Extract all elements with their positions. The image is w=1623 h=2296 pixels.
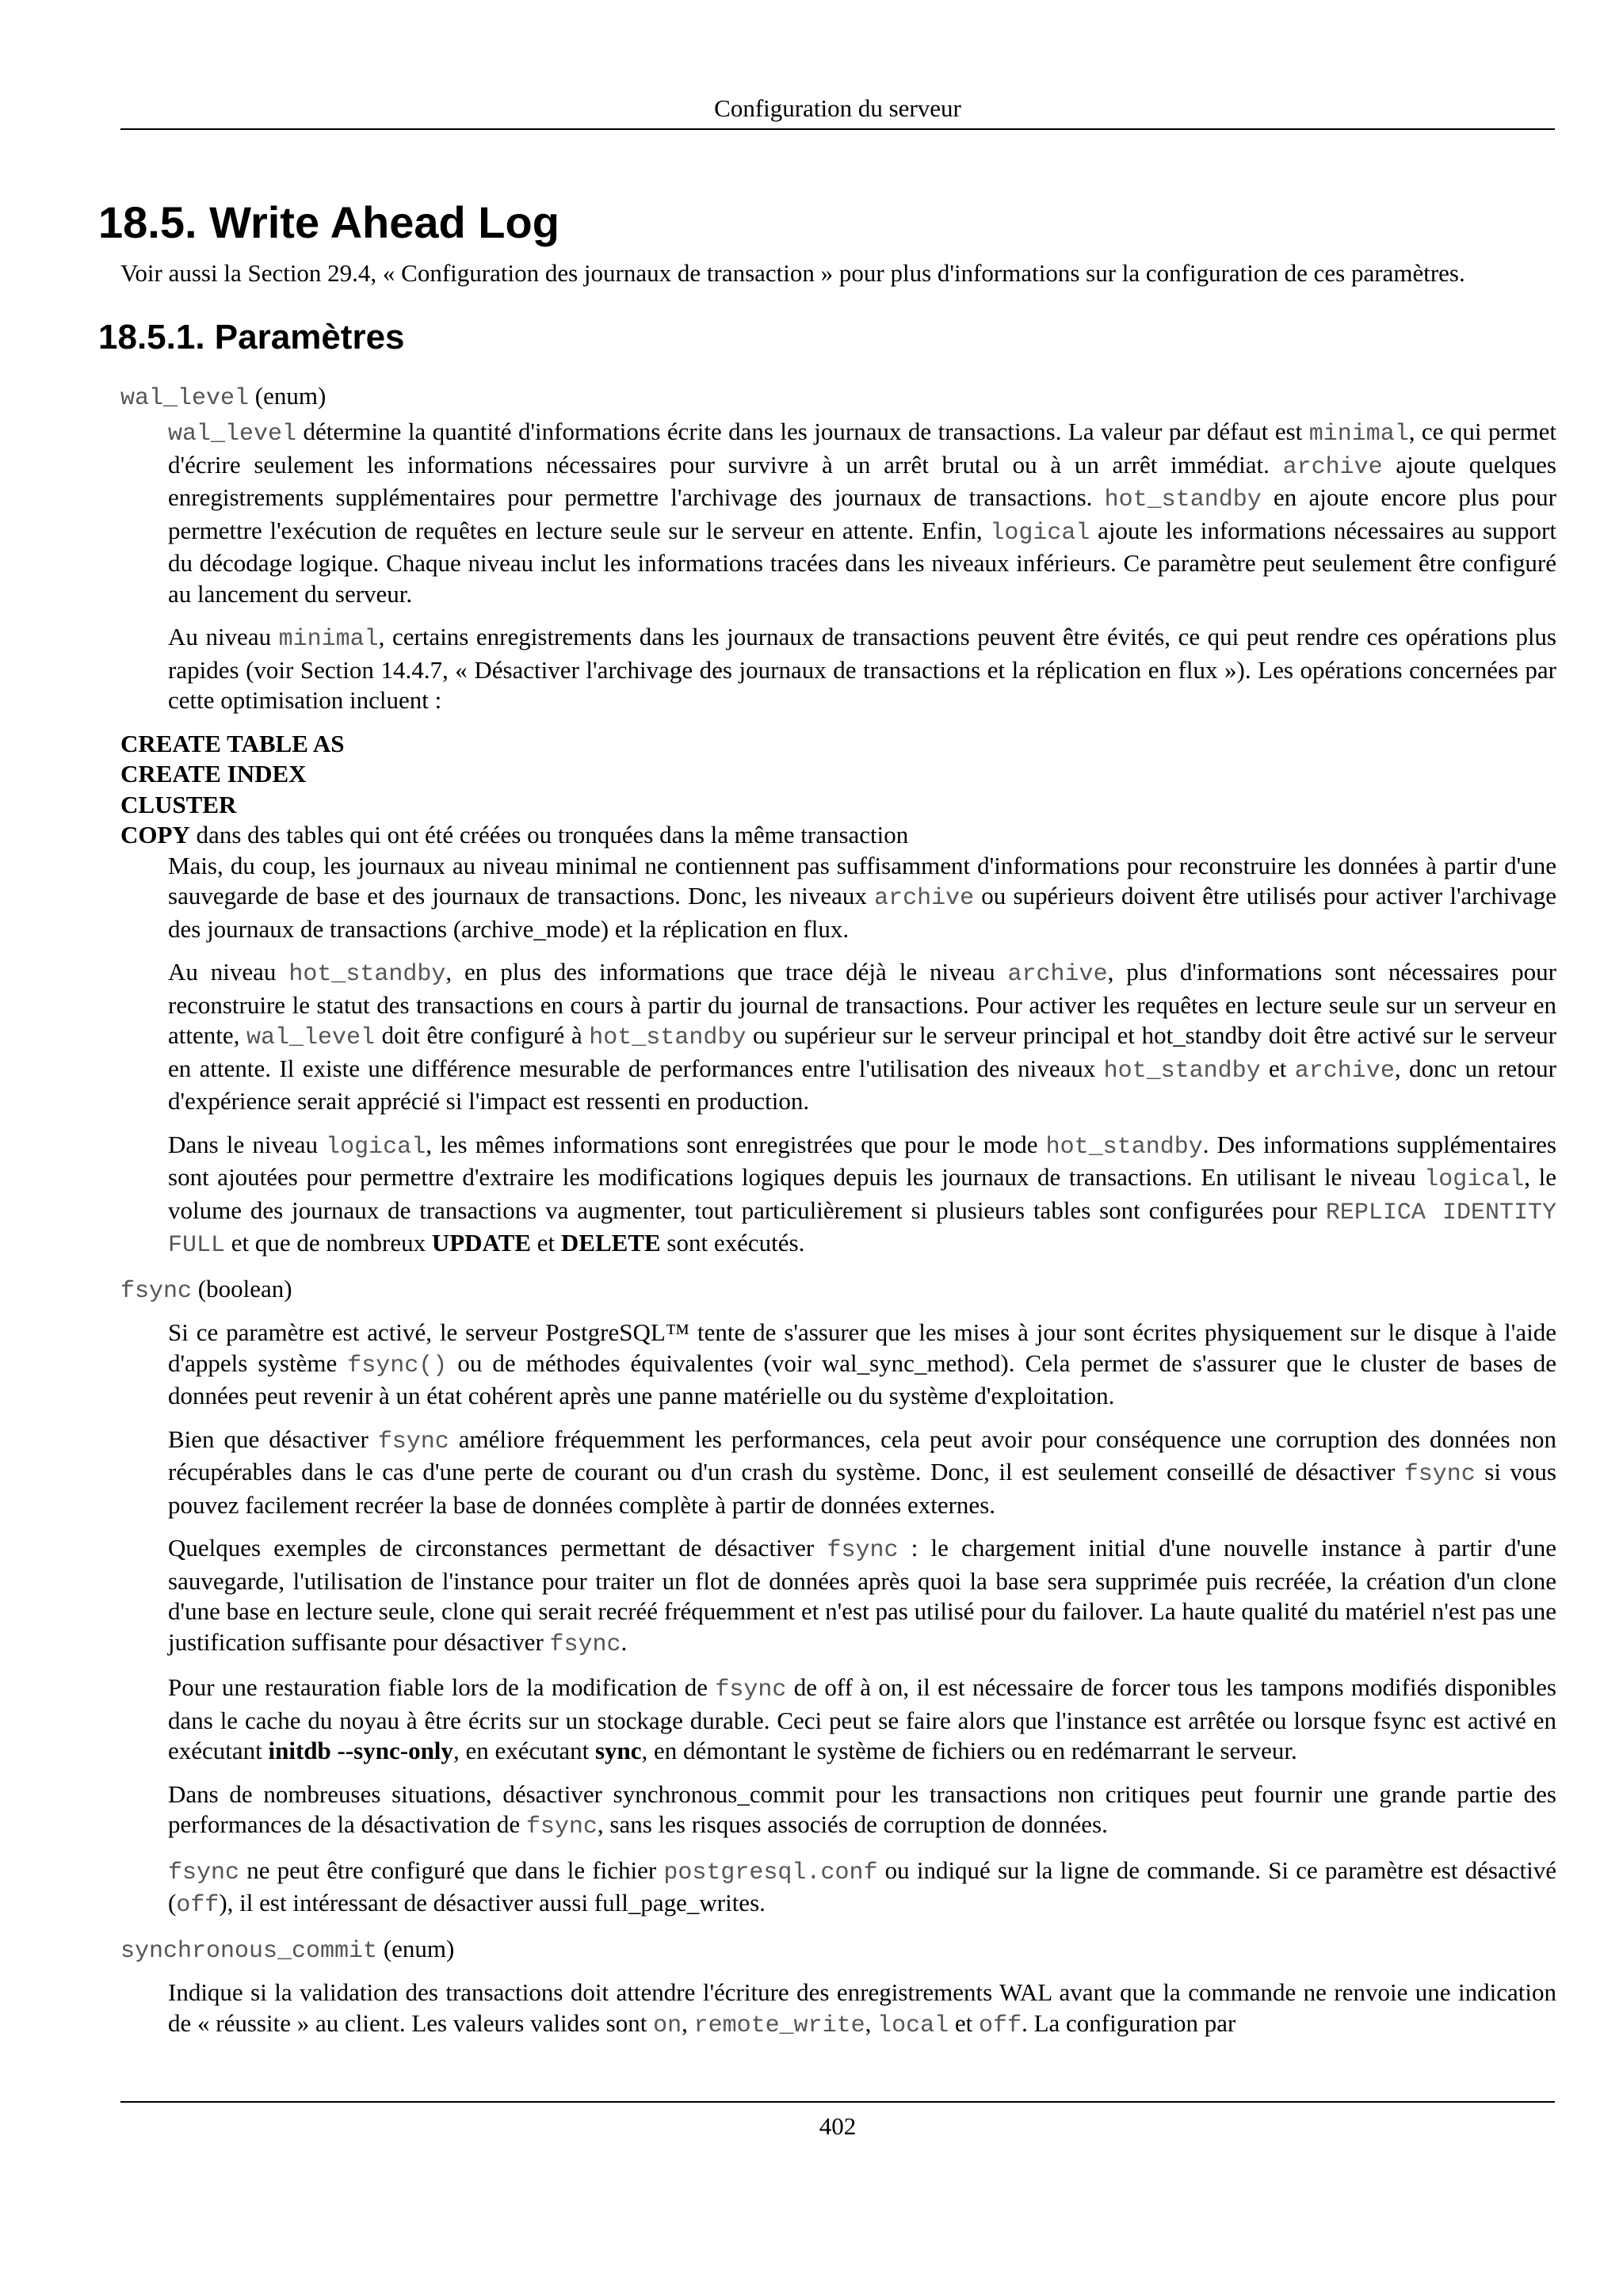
footer-rule	[120, 2101, 1555, 2103]
paragraph: Dans de nombreuses situations, désactiver synchronous_commit pour les transactions non critiques peut fournir une grande partie des performances de la désactivation de fsync, sans les risques associés de corruption de données.	[168, 1779, 1556, 1840]
paragraph: Pour une restauration fiable lors de la modification de fsync de off à on, il est nécessaire de forcer tous les tampons modifiés disponibles dans le cache du noyau à être écrits sur un stockage durable. Ceci peut se faire alors que l'instance est arrêtée ou lorsque fsync est activé en exécutant initdb --sync-only, en exécutant sync, en démontant le système de fichiers ou en redémarrant le serveur.	[168, 1673, 1556, 1764]
paragraph: Si ce paramètre est activé, le serveur PostgreSQL™ tente de s'assurer que les mises à jour sont écrites physiquement sur le disque à l'aide d'appels système fsync() ou de méthodes équivalentes (voir wal_sync_method). Cela permet de s'assurer que le cluster de bases de données peut revenir à un état cohérent après une panne matérielle ou du système d'exploitation.	[168, 1318, 1557, 1409]
operations-list	[120, 729, 1556, 851]
paragraph: Indique si la validation des transactions doit attendre l'écriture des enregistrements WAL avant que la commande ne renvoie une indication de « réussite » au client. Les valeurs valides sont on, remote_write, local et off. La configuration par	[168, 1978, 1556, 2039]
list-item: CREATE INDEX	[120, 760, 307, 788]
param-desc-synchronous-commit	[168, 1978, 1556, 2041]
param-term-synchronous-commit: synchronous_commit (enum)	[120, 1934, 455, 1965]
param-name: wal_level	[120, 384, 250, 412]
list-item: CLUSTER	[120, 790, 237, 818]
paragraph: Quelques exemples de circonstances permettant de désactiver fsync : le chargement initial d'une nouvelle instance à partir d'une sauvegarde, l'utilisation de l'instance pour traiter un flot de données après quoi la base sera supprimée puis recréée, la création d'un clone d'une base en lecture seule, clone qui serait recréé fréquemment et n'est pas utilisé pour du failover. La haute qualité du matériel n'est pas une justification suffisante pour désactiver fsync.	[168, 1534, 1556, 1658]
paragraph: Au niveau hot_standby, en plus des informations que trace déjà le niveau archive, plus d'informations sont nécessaires pour reconstruire le statut des transactions en cours à partir du journal de transactions. Pour activer les requêtes en lecture seule sur un serveur en attente, wal_level doit être configuré à hot_standby ou supérieur sur le serveur principal et hot_standby doit être activé sur le serveur en attente. Il existe une différence mesurable de performances entre l'utilisation des niveaux hot_standby et archive, donc un retour d'expérience serait apprécié si l'impact est ressenti en production.	[168, 958, 1557, 1115]
paragraph: wal_level détermine la quantité d'informations écrite dans les journaux de transactions. La valeur par défaut est minimal, ce qui permet d'écrire seulement les informations nécessaires pour survivre à un arrêt brutal ou à un arrêt immédiat. archive ajoute quelques enregistrements supplémentaires pour permettre l'archivage des journaux de transactions. hot_standby en ajoute encore plus pour permettre l'exécution de requêtes en lecture seule sur le serveur en attente. Enfin, logical ajoute les informations nécessaires au support du décodage logique. Chaque niveau inclut les informations tracées dans les niveaux inférieurs. Ce paramètre peut seulement être configuré au lancement du serveur.	[168, 418, 1556, 608]
param-desc-fsync	[168, 1318, 1556, 1921]
section-title: 18.5. Write Ahead Log	[98, 197, 559, 247]
running-header: Configuration du serveur	[714, 94, 961, 122]
param-name: fsync	[120, 1277, 193, 1305]
param-name: synchronous_commit	[120, 1937, 378, 1965]
page-number: 402	[819, 2112, 857, 2140]
header-rule	[120, 128, 1555, 130]
subsection-title: 18.5.1. Paramètres	[98, 317, 405, 357]
paragraph: Dans le niveau logical, les mêmes informations sont enregistrées que pour le mode hot_standby. Des informations supplémentaires sont ajoutées pour permettre d'extraire les modifications logiques depuis les journaux de transactions. En utilisant le niveau logical, le volume des journaux de transactions va augmenter, tout particulièrement si plusieurs tables sont configurées pour REPLICA IDENTITY FULL et que de nombreux UPDATE et DELETE sont exécutés.	[168, 1130, 1557, 1259]
list-item: COPY dans des tables qui ont été créées ou tronquées dans la même transaction	[120, 821, 909, 849]
paragraph: Bien que désactiver fsync améliore fréquemment les performances, cela peut avoir pour conséquence une corruption des données non récupérables dans le cas d'une perte de courant ou d'un crash du système. Donc, il est seulement conseillé de désactiver fsync si vous pouvez facilement recréer la base de données complète à partir de données externes.	[168, 1425, 1556, 1519]
paragraph: fsync ne peut être configuré que dans le fichier postgresql.conf ou indiqué sur la ligne de commande. Si ce paramètre est désactivé (off), il est intéressant de désactiver aussi full_page_writes.	[168, 1855, 1556, 1919]
param-term-fsync: fsync (boolean)	[120, 1274, 292, 1305]
operations-desc	[168, 851, 1556, 1261]
param-term-wal-level: wal_level (enum)	[120, 381, 327, 412]
paragraph: Mais, du coup, les journaux au niveau minimal ne contiennent pas suffisamment d'informations pour reconstruire les données à partir d'une sauvegarde de base et des journaux de transactions. Donc, les niveaux archive ou supérieurs doivent être utilisés pour activer l'archivage des journaux de transactions (archive_mode) et la réplication en flux.	[168, 851, 1556, 943]
paragraph: Au niveau minimal, certains enregistrements dans les journaux de transactions peuvent être évités, ce qui peut rendre ces opérations plus rapides (voir Section 14.4.7, « Désactiver l'archivage des journaux de transactions et la réplication en flux »). Les opérations concernées par cette optimisation incluent :	[168, 623, 1556, 714]
list-item: CREATE TABLE AS	[120, 729, 345, 757]
param-desc-wal-level	[168, 417, 1556, 716]
page-content	[98, 184, 1556, 2054]
section-intro: Voir aussi la Section 29.4, « Configuration des journaux de transaction » pour plus d'informations sur la configuration de ces paramètres.	[120, 259, 1465, 287]
